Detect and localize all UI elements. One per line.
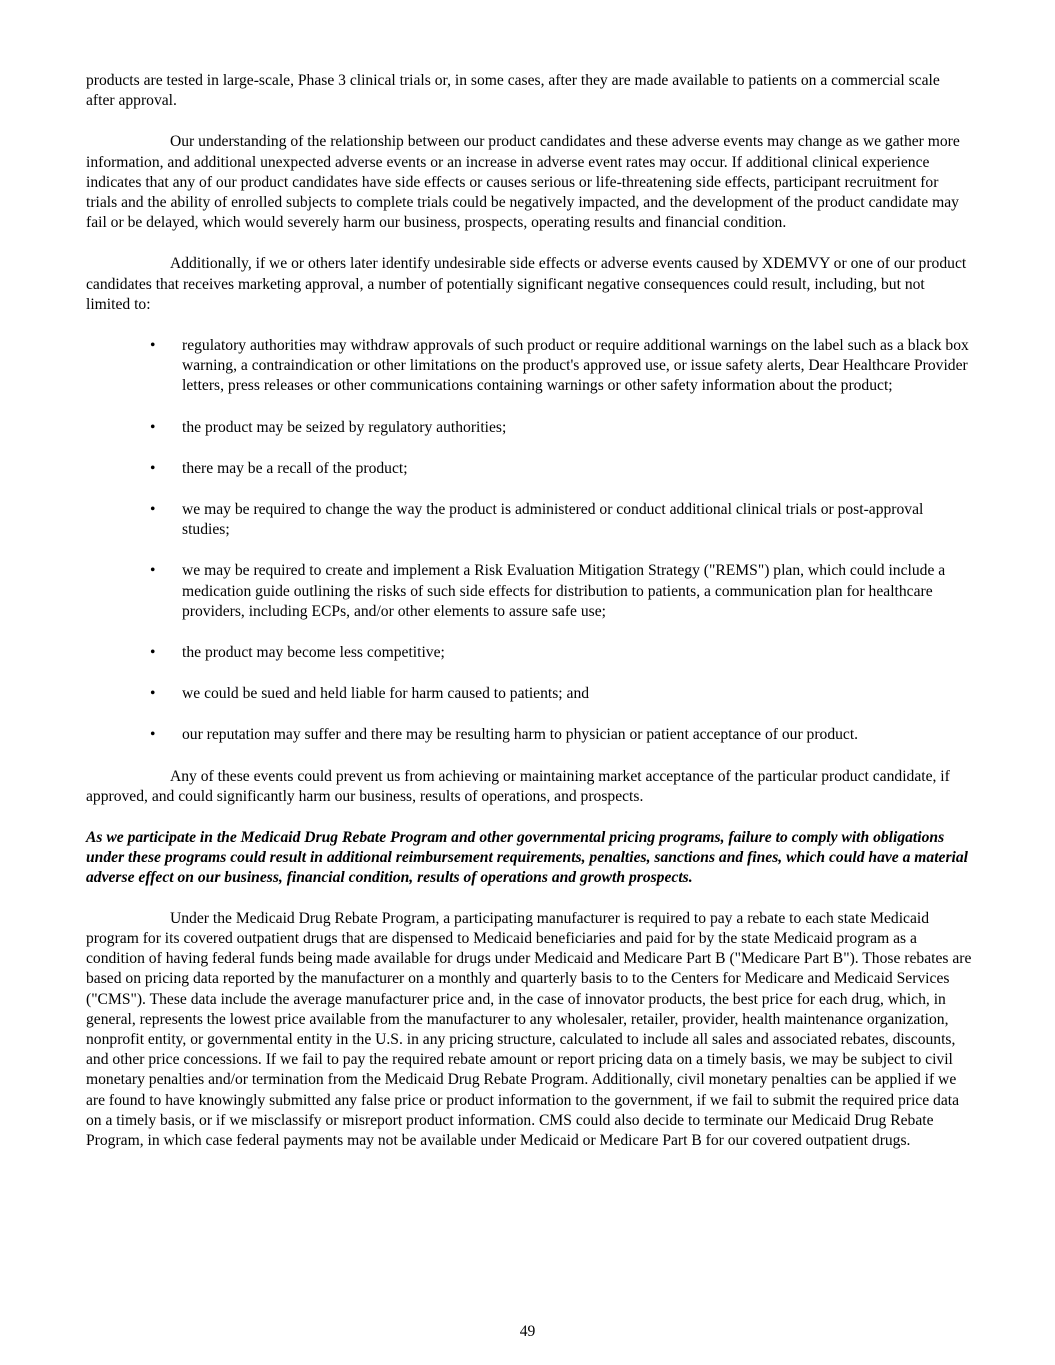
risk-factor-heading: As we participate in the Medicaid Drug Rebate Program and other governmental pricing programs, failure to comply with obligations under these programs could result in additional reimbursement requirements, penalties, sanctions and fines, which could have a material adverse effect on our business, financial condition, results of operations and growth prospects.	[86, 829, 969, 887]
page-number: 49	[519, 1323, 536, 1340]
bullet-glyph: •	[150, 337, 156, 355]
paragraph-adverse-events: Our understanding of the relationship between our product candidates and these adverse events may change as we gather more information, and additional unexpected adverse events or an increase in adverse event rates may occur. If additional clinical experience indicates that any of our product candidates have side effects or causes serious or life-threatening side effects, participant recruitment for trials and the ability of enrolled subjects to complete trials could be negatively impacted, and the development of the product candidate may fail or be delayed, which would severely harm our business, prospects, operating results and financial condition.	[86, 133, 960, 232]
bullet-glyph: •	[150, 501, 156, 519]
bullet-glyph: •	[150, 562, 156, 580]
paragraph-continuation: products are tested in large-scale, Phase 3 clinical trials or, in some cases, after they are made available to patients on a commercial scale after approval.	[86, 72, 940, 110]
bullet-glyph: •	[150, 644, 156, 662]
paragraph-consequences-intro: Additionally, if we or others later identify undesirable side effects or adverse events caused by XDEMVY or one of our product candidates that receives marketing approval, a number of potentially significant negative consequences could result, including, but not limited to:	[86, 255, 967, 313]
list-item-text: we may be required to create and implement a Risk Evaluation Mitigation Strategy ("REMS") plan, which could include a medication guide outlining the risks of such side effects for distribution to patients, a communication plan for healthcare providers, including ECPs, and/or other elements to assure safe use;	[182, 562, 946, 620]
consequences-list	[86, 336, 972, 746]
list-item	[86, 459, 972, 479]
list-item	[86, 418, 972, 438]
list-item	[86, 725, 972, 745]
bullet-glyph: •	[150, 418, 156, 436]
bullet-glyph: •	[150, 459, 156, 477]
bullet-glyph: •	[150, 726, 156, 744]
list-item-text: the product may become less competitive;	[182, 644, 445, 662]
paragraph-market-acceptance: Any of these events could prevent us from achieving or maintaining market acceptance of the particular product candidate, if approved, and could significantly harm our business, results of operations, and prospects.	[86, 767, 950, 805]
list-item-text: we could be sued and held liable for harm caused to patients; and	[182, 685, 590, 703]
list-item	[86, 684, 972, 704]
list-item-text: there may be a recall of the product;	[182, 459, 408, 477]
bullet-glyph: •	[150, 685, 156, 703]
list-item	[86, 500, 972, 540]
list-item-text: the product may be seized by regulatory authorities;	[182, 418, 507, 436]
list-item	[86, 643, 972, 663]
list-item	[86, 561, 972, 622]
list-item-text: regulatory authorities may withdraw approvals of such product or require additional warnings on the label such as a black box warning, a contraindication or other limitations on the product's approved use, or issue safety alerts, Dear Healthcare Provider letters, press releases or other communications containing warnings or other safety information about the product;	[182, 337, 969, 395]
list-item-text: our reputation may suffer and there may be resulting harm to physician or patient acceptance of our product.	[182, 726, 859, 744]
list-item-text: we may be required to change the way the product is administered or conduct additional clinical trials or post-approval studies;	[182, 501, 924, 539]
document-page	[86, 71, 972, 1172]
list-item	[86, 336, 972, 397]
paragraph-medicaid-rebate: Under the Medicaid Drug Rebate Program, a participating manufacturer is required to pay a rebate to each state Medicaid program for its covered outpatient drugs that are dispensed to Medicaid beneficiaries and paid for by the state Medicaid program as a condition of having federal funds being made available for drugs under Medicaid and Medicare Part B ("Medicare Part B"). Those rebates are based on pricing data reported by the manufacturer on a monthly and quarterly basis to to the Centers for Medicare and Medicaid Services ("CMS"). These data include the average manufacturer price and, in the case of innovator products, the best price for each drug, which, in general, represents the lowest price available from the manufacturer to any wholesaler, retailer, provider, health maintenance organization, nonprofit entity, or governmental entity in the U.S. in any pricing structure, calculated to include all sales and associated rebates, discounts, and other price concessions. If we fail to pay the required rebate amount or report pricing data on a timely basis, we may be subject to civil monetary penalties and/or termination from the Medicaid Drug Rebate Program. Additionally, civil monetary penalties can be applied if we are found to have knowingly submitted any false price or product information to the government, if we fail to submit the required price data on a timely basis, or if we misclassify or misreport product information. CMS could also decide to terminate our Medicaid Drug Rebate Program, in which case federal payments may not be available under Medicaid or Medicare Part B for our covered outpatient drugs.	[86, 909, 972, 1149]
